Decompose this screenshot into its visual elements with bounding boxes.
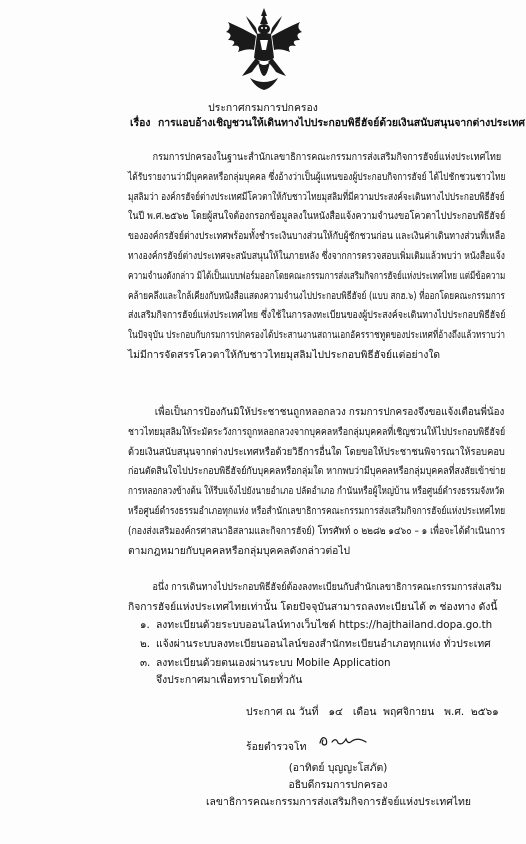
paragraph-line: ในปี พ.ศ.๒๕๖๒ โดยผู้สนใจต้องกรอกข้อมูลลงในหนังสือแจ้งความจำนงขอโควตาไปประกอบพิธีฮัจย์ — [128, 210, 506, 223]
list-item-number: ๑. — [140, 619, 150, 631]
list-item-text: ลงทะเบียนด้วยตนเองผ่านระบบ Mobile Application — [156, 657, 391, 670]
date-month-label: เดือน — [352, 706, 377, 718]
list-item — [140, 654, 492, 673]
paragraph-line: กิจการฮัจย์แห่งประเทศไทยเท่านั้น โดยปัจจุบันสามารถลงทะเบียนได้ ๓ ช่องทาง ดังนี้ — [128, 600, 498, 613]
date-year: ๒๕๖๑ — [470, 706, 499, 718]
paragraph-line: มุสลิมว่า องค์กรฮัจย์ต่างประเทศมีโควตาให้กับชาวไทยมุสลิมที่มีความประสงค์จะเดินทางไปประกอบพิธีฮัจย์ — [128, 190, 505, 203]
subject-label: เรื่อง — [130, 117, 151, 129]
registration-channels-list — [140, 616, 492, 674]
paragraph-line: ทางองค์กรฮัจย์ต่างประเทศจะสนับสนุนให้ในภายหลัง ซึ่งจากการตรวจสอบเพิ่มเติมแล้วพบว่า หนังสือแจ้ง — [128, 249, 505, 262]
paragraph-line: การหลอกลวงข้างต้น ให้รีบแจ้งไปยังนายอำเภอ ปลัดอำเภอ กำนันหรือผู้ใหญ่บ้าน หรือศูนย์ดำรงธรรมจังหวัด — [128, 485, 505, 498]
closing-statement: จึงประกาศมาเพื่อทราบโดยทั่วกัน — [156, 674, 303, 686]
list-item-number: ๒. — [140, 638, 151, 651]
paragraph-line: ตามกฎหมายกับบุคคลหรือกลุ่มบุคคลดังกล่าวต่อไป — [128, 544, 351, 557]
paragraph-line: ด้วยเงินสนับสนุนจากต่างประเทศหรือด้วยวิธีการอื่นใด โดยขอให้ประชาชนพิจารณาให้รอบคอบ — [128, 445, 505, 458]
paragraph-line: เพื่อเป็นการป้องกันมิให้ประชาชนถูกหลอกลวง กรมการปกครองจึงขอแจ้งเตือนพี่น้อง — [154, 406, 505, 418]
paragraph-warning — [128, 403, 505, 561]
paragraph-line: อนึ่ง การเดินทางไปประกอบพิธีฮัจย์ต้องลงทะเบียนกับสำนักเลขาธิการคณะกรรมการส่งเสริม — [152, 581, 502, 593]
paragraph-line: กรมการปกครองในฐานะสำนักเลขาธิการคณะกรรมการส่งเสริมกิจการฮัจย์แห่งประเทศไทย — [152, 151, 502, 163]
list-item-text: ลงทะเบียนด้วยระบบออนไลน์ทางเว็บไซต์ https://hajthailand.dopa.go.th — [156, 619, 493, 631]
garuda-emblem — [222, 6, 306, 94]
signatory-rank: ร้อยตำรวจโท — [246, 741, 307, 753]
paragraph-registration — [128, 578, 505, 618]
paragraph-line: ได้รับรายงานว่ามีบุคคลหรือกลุ่มบุคคล ซึ่งอ้างว่าเป็นผู้แทนของผู้ประกอบกิจการฮัจย์ ได้ไปชักชวนชาวไทย — [128, 170, 506, 183]
list-item — [140, 616, 492, 635]
list-item-text: แจ้งผ่านระบบลงทะเบียนออนไลน์ของสำนักทะเบียนอำเภอทุกแห่ง ทั่วประเทศ — [156, 638, 491, 651]
paragraph-line: คล้ายคลึงและใกล้เคียงกับหนังสือแสดงความจำนงไปประกอบพิธีฮัจย์ (แบบ สกฮ.๖) ที่ออกโดยคณะกรรมการ — [128, 289, 505, 302]
date-year-label: พ.ศ. — [444, 706, 465, 718]
date-day: ๑๔ — [328, 706, 343, 718]
date-prefix: ประกาศ ณ วันที่ — [246, 706, 319, 718]
paragraph-line: (กองส่งเสริมองค์กรศาสนาอิสลามและกิจการฮัจย์) โทรศัพท์ ๐ ๒๒๘๒ ๑๔๖๐ – ๑ เพื่อจะได้ดำเนินการ — [128, 524, 506, 537]
garuda-emblem-graphic — [222, 6, 306, 94]
signatory-name: (อาทิตย์ บุญญะโสภัต) — [288, 762, 388, 774]
date-month: พฤศจิกายน — [383, 706, 435, 718]
announcement-date — [246, 703, 499, 720]
paragraph-line: ชาวไทยมุสลิมให้ระมัดระวังการถูกหลอกลวงจากบุคคลหรือกลุ่มบุคคลที่เชิญชวนให้ไปประกอบพิธีฮัจย์ — [128, 425, 506, 438]
paragraph-line: ในปัจจุบัน ประกอบกับกรมการปกครองได้ประสานงานสถานเอกอัครราชทูตของประเทศที่อ้างถึงแล้วทราบว่า — [128, 329, 506, 342]
list-item-number: ๓. — [140, 657, 151, 670]
paragraph-line: ก่อนตัดสินใจไปประกอบพิธีฮัจย์กับบุคคลหรือกลุ่มใด หากพบว่ามีบุคคลหรือกลุ่มบุคคลที่สงสัยเข้าข่าย — [128, 465, 506, 478]
paragraph-line: ความจำนงดังกล่าว มิได้เป็นแบบฟอร์มออกโดยคณะกรรมการส่งเสริมกิจการฮัจย์แห่งประเทศไทย แต่มีข้อความ — [128, 269, 506, 282]
paragraph-line: หรือศูนย์ดำรงธรรมอำเภอทุกแห่ง หรือสำนักเลขาธิการคณะกรรมการส่งเสริมกิจการฮัจย์แห่งประเทศไทย — [128, 504, 506, 517]
signatory-position: อธิบดีกรมการปกครอง — [288, 779, 388, 791]
paragraph-line: ส่งเสริมกิจการฮัจย์แห่งประเทศไทย ซึ่งใช้ในการลงทะเบียนของผู้ประสงค์จะเดินทางไปประกอบพิธีฮัจย์ — [128, 309, 506, 322]
paragraph-situation — [128, 148, 505, 366]
signatory-position-secondary: เลขาธิการคณะกรรมการส่งเสริมกิจการฮัจย์แห่งประเทศไทย — [206, 796, 471, 808]
paragraph-line: ไม่มีการจัดสรรโควตาให้กับชาวไทยมุสลิมไปประกอบพิธีฮัจย์แต่อย่างใด — [128, 348, 441, 361]
list-item — [140, 635, 492, 654]
paragraph-line: ขององค์กรฮัจย์ต่างประเทศพร้อมทั้งชำระเงินบางส่วนให้กับผู้ชักชวนก่อน และเงินค่าเดินทางส่วนที่เหลือ — [128, 230, 506, 243]
subject-text: การแอบอ้างเชิญชวนให้เดินทางไปประกอบพิธีฮัจย์ด้วยเงินสนับสนุนจากต่างประเทศ — [158, 117, 525, 129]
issuer-heading: ประกาศกรมการปกครอง — [208, 102, 318, 114]
handwritten-signature — [318, 733, 368, 749]
